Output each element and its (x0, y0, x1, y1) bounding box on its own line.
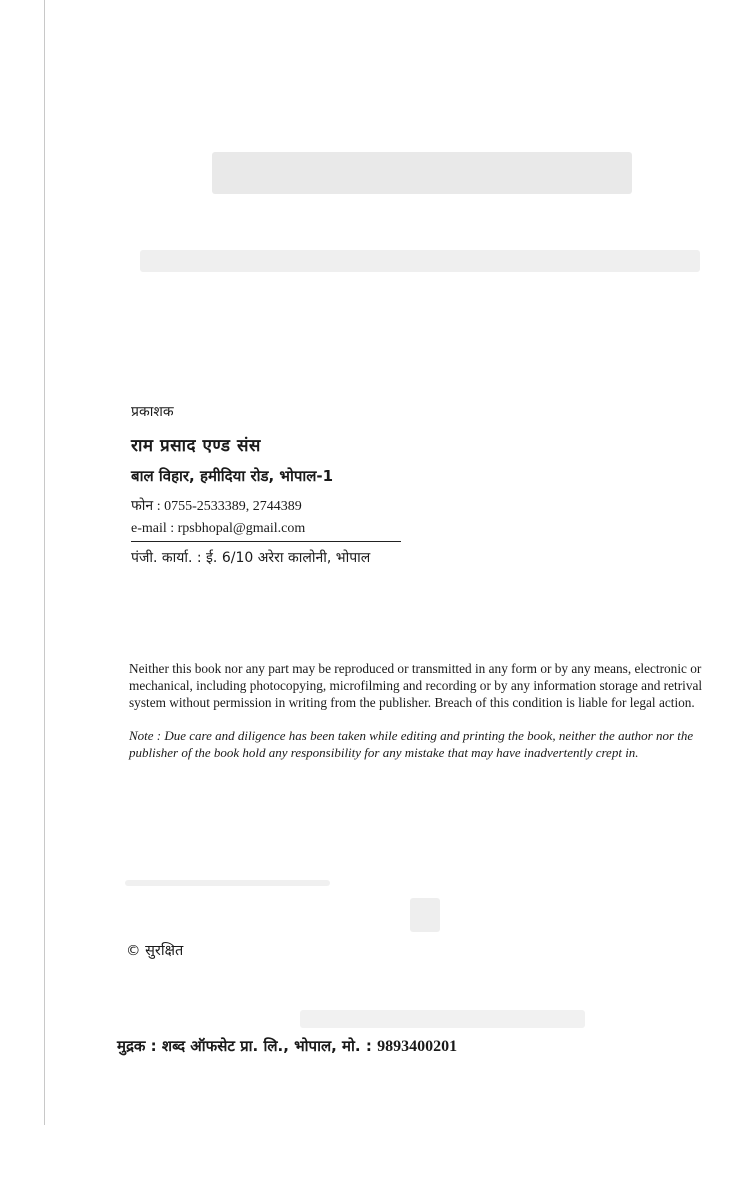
disclaimer-note: Note : Due care and diligence has been taken while editing and printing the book, neither the author nor the publisher of the book hold any responsibility for any mistake that may have inadvertently crept in. (129, 728, 694, 760)
show-through-lower-text (300, 1010, 585, 1028)
printer-line (117, 1036, 457, 1056)
rights-notice: Neither this book nor any part may be reproduced or transmitted in any form or by any means, electronic or mechanical, including photocopying, microfilming and recording or by any information storage and retrival system without permission in writing from the publisher. Breach of this condition is liable for legal action. (129, 661, 703, 710)
show-through-subtitle (140, 250, 700, 272)
show-through-lower-mark (410, 898, 440, 932)
publisher-email: e-mail : rpsbhopal@gmail.com (131, 521, 401, 542)
page-binding-edge (44, 0, 45, 1125)
publisher-address: बाल विहार, हमीदिया रोड, भोपाल-1 (131, 467, 334, 485)
printer-label: मुद्रक : शब्द ऑफसेट प्रा. लि., भोपाल, मो. : (117, 1037, 378, 1055)
legal-block (129, 660, 731, 761)
printer-mobile: 9893400201 (377, 1038, 458, 1055)
copyright-notice: © सुरक्षित (126, 943, 184, 959)
show-through-lower-line (125, 880, 330, 886)
publisher-phone: फोन : 0755-2533389, 2744389 (131, 499, 302, 514)
publisher-label: प्रकाशक (131, 404, 174, 420)
publisher-registered-office: पंजी. कार्या. : ई. 6/10 अरेरा कालोनी, भोपाल (131, 550, 371, 566)
show-through-title (212, 152, 632, 194)
publisher-block (131, 402, 431, 567)
publisher-name: राम प्रसाद एण्ड संस (131, 436, 261, 456)
